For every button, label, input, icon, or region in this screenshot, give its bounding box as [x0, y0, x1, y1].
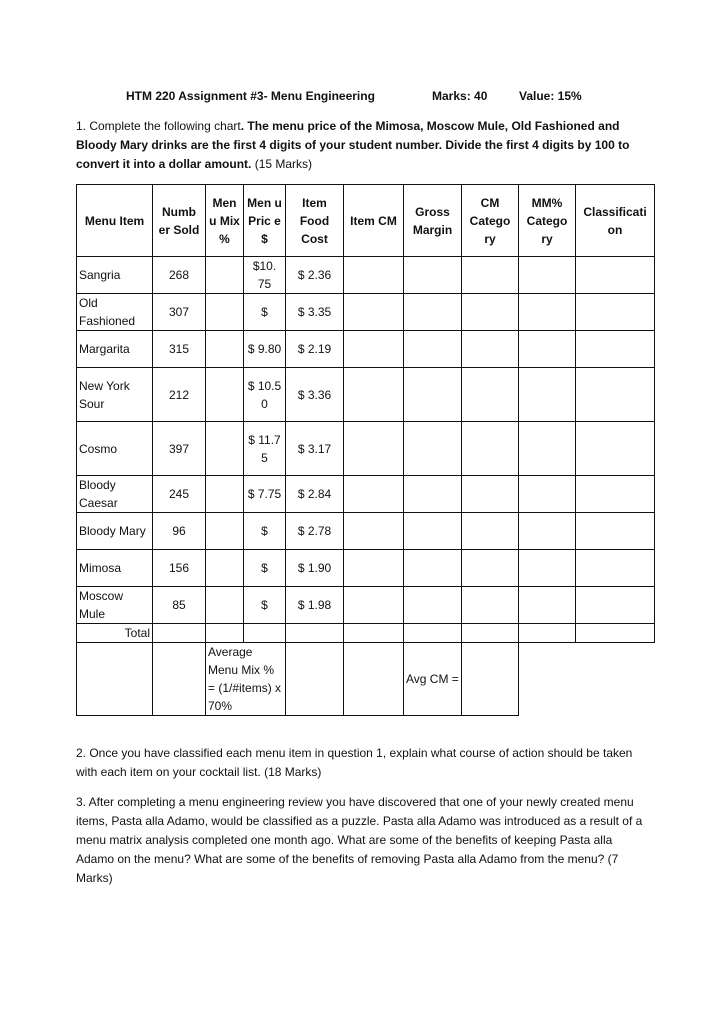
cm-category-cell [462, 550, 519, 587]
menu-price-cell: $ 10.5 0 [244, 368, 286, 422]
header-cell: Menu Item [77, 185, 153, 257]
cm-category-cell [462, 476, 519, 513]
mm-category-cell [519, 422, 576, 476]
menu-mix-cell [206, 550, 244, 587]
classification-cell [576, 476, 655, 513]
total-cell [244, 624, 286, 643]
average-row [77, 643, 655, 716]
marks-label: Marks: 40 [432, 89, 488, 103]
header-cell: CM Catego ry [462, 185, 519, 257]
menu-mix-cell [206, 587, 244, 624]
cm-category-cell [462, 331, 519, 368]
total-cell [462, 624, 519, 643]
cm-category-cell [462, 422, 519, 476]
total-cell [519, 624, 576, 643]
menu-engineering-table [76, 184, 655, 716]
assignment-header [126, 89, 582, 103]
classification-cell [576, 257, 655, 294]
total-cell [153, 624, 206, 643]
number-sold-cell: 315 [153, 331, 206, 368]
total-cell [206, 624, 244, 643]
header-cell: Item Food Cost [286, 185, 344, 257]
menu-price-cell: $ [244, 294, 286, 331]
total-cell [286, 624, 344, 643]
question-2: 2. Once you have classified each menu item in question 1, explain what course of action should be taken with each item on your cocktail list. (18 Marks) [76, 746, 633, 779]
number-sold-cell: 307 [153, 294, 206, 331]
gross-margin-cell [404, 587, 462, 624]
menu-item-cell: Mimosa [77, 550, 153, 587]
classification-cell [576, 550, 655, 587]
table-header-row [77, 185, 655, 257]
food-cost-cell: $ 3.35 [286, 294, 344, 331]
table-row [77, 422, 655, 476]
assignment-title: HTM 220 Assignment #3- Menu Engineering [126, 89, 375, 103]
gross-margin-cell [404, 294, 462, 331]
header-cell: Men u Mix % [206, 185, 244, 257]
item-cm-cell [344, 294, 404, 331]
menu-price-cell: $ 11.7 5 [244, 422, 286, 476]
total-cell [344, 624, 404, 643]
item-cm-cell [344, 331, 404, 368]
mm-category-cell [519, 368, 576, 422]
food-cost-cell: $ 2.84 [286, 476, 344, 513]
cm-category-cell [462, 368, 519, 422]
average-cell [77, 643, 153, 716]
cm-category-cell [462, 587, 519, 624]
mm-category-cell [519, 550, 576, 587]
question-1-marks: (15 Marks) [251, 157, 313, 171]
total-row [77, 624, 655, 643]
gross-margin-cell [404, 476, 462, 513]
average-cell [344, 643, 404, 716]
number-sold-cell: 268 [153, 257, 206, 294]
average-menu-mix-note: Average Menu Mix % = (1/#items) x 70% [206, 643, 286, 716]
food-cost-cell: $ 1.90 [286, 550, 344, 587]
total-cell [576, 624, 655, 643]
total-cell [404, 624, 462, 643]
header-cell: Men u Pric e $ [244, 185, 286, 257]
number-sold-cell: 245 [153, 476, 206, 513]
average-cell [286, 643, 344, 716]
menu-item-cell: Margarita [77, 331, 153, 368]
classification-cell [576, 368, 655, 422]
menu-item-cell: Cosmo [77, 422, 153, 476]
classification-cell [576, 331, 655, 368]
gross-margin-cell [404, 422, 462, 476]
menu-item-cell: Sangria [77, 257, 153, 294]
menu-price-cell: $ [244, 513, 286, 550]
food-cost-cell: $ 3.36 [286, 368, 344, 422]
header-cell: Item CM [344, 185, 404, 257]
menu-mix-cell [206, 513, 244, 550]
item-cm-cell [344, 476, 404, 513]
table-row [77, 294, 655, 331]
gross-margin-cell [404, 368, 462, 422]
mm-category-cell [519, 587, 576, 624]
food-cost-cell: $ 2.19 [286, 331, 344, 368]
menu-item-cell: New York Sour [77, 368, 153, 422]
menu-price-cell: $ 7.75 [244, 476, 286, 513]
total-label: Total [77, 624, 153, 643]
gross-margin-cell [404, 331, 462, 368]
food-cost-cell: $ 1.98 [286, 587, 344, 624]
menu-price-cell: $10. 75 [244, 257, 286, 294]
average-cell [153, 643, 206, 716]
menu-price-cell: $ 9.80 [244, 331, 286, 368]
menu-item-cell: Old Fashioned [77, 294, 153, 331]
item-cm-cell [344, 257, 404, 294]
menu-mix-cell [206, 331, 244, 368]
menu-price-cell: $ [244, 550, 286, 587]
question-1-intro: 1. Complete the following chart [76, 119, 241, 133]
number-sold-cell: 156 [153, 550, 206, 587]
item-cm-cell [344, 368, 404, 422]
number-sold-cell: 397 [153, 422, 206, 476]
question-1-bold: . The menu price of the Mimosa, Moscow Mule, Old Fashioned and Bloody Mary drinks are the first 4 digits of your student number. Divide the first 4 digits by 100 to convert it into a dollar amount. [76, 119, 630, 171]
value-label: Value: 15% [519, 89, 582, 103]
food-cost-cell: $ 3.17 [286, 422, 344, 476]
item-cm-cell [344, 513, 404, 550]
header-cell: Gross Margin [404, 185, 462, 257]
number-sold-cell: 96 [153, 513, 206, 550]
gross-margin-cell [404, 513, 462, 550]
classification-cell [576, 422, 655, 476]
mm-category-cell [519, 294, 576, 331]
menu-mix-cell [206, 476, 244, 513]
menu-mix-cell [206, 257, 244, 294]
question-3: 3. After completing a menu engineering review you have discovered that one of your newly created menu items, Pasta alla Adamo, would be classified as a puzzle. Pasta alla Adamo was introduced as a result of a menu matrix analysis completed one month ago. What are some of the benefits of keeping Pasta alla Adamo on the menu? What are some of the benefits of removing Pasta alla Adamo from the menu? (7 Marks) [76, 795, 643, 885]
mm-category-cell [519, 331, 576, 368]
header-cell: Classificati on [576, 185, 655, 257]
classification-cell [576, 587, 655, 624]
menu-item-cell: Bloody Mary [77, 513, 153, 550]
question-1 [76, 117, 646, 174]
item-cm-cell [344, 422, 404, 476]
empty-space [519, 643, 576, 716]
classification-cell [576, 294, 655, 331]
cm-category-cell [462, 257, 519, 294]
menu-mix-cell [206, 294, 244, 331]
menu-price-cell: $ [244, 587, 286, 624]
cm-category-cell [462, 294, 519, 331]
classification-cell [576, 513, 655, 550]
table-row [77, 587, 655, 624]
header-cell: Numb er Sold [153, 185, 206, 257]
empty-space [576, 643, 655, 716]
table-row [77, 331, 655, 368]
mm-category-cell [519, 513, 576, 550]
table-row [77, 368, 655, 422]
number-sold-cell: 212 [153, 368, 206, 422]
header-cell: MM% Catego ry [519, 185, 576, 257]
table-row [77, 513, 655, 550]
table-row [77, 476, 655, 513]
menu-item-cell: Moscow Mule [77, 587, 153, 624]
mm-category-cell [519, 476, 576, 513]
food-cost-cell: $ 2.78 [286, 513, 344, 550]
menu-mix-cell [206, 422, 244, 476]
item-cm-cell [344, 550, 404, 587]
item-cm-cell [344, 587, 404, 624]
table-row [77, 550, 655, 587]
table-row [77, 257, 655, 294]
menu-item-cell: Bloody Caesar [77, 476, 153, 513]
average-cm-note: Avg CM = [404, 643, 462, 716]
average-cell [462, 643, 519, 716]
gross-margin-cell [404, 257, 462, 294]
gross-margin-cell [404, 550, 462, 587]
menu-mix-cell [206, 368, 244, 422]
mm-category-cell [519, 257, 576, 294]
number-sold-cell: 85 [153, 587, 206, 624]
food-cost-cell: $ 2.36 [286, 257, 344, 294]
cm-category-cell [462, 513, 519, 550]
